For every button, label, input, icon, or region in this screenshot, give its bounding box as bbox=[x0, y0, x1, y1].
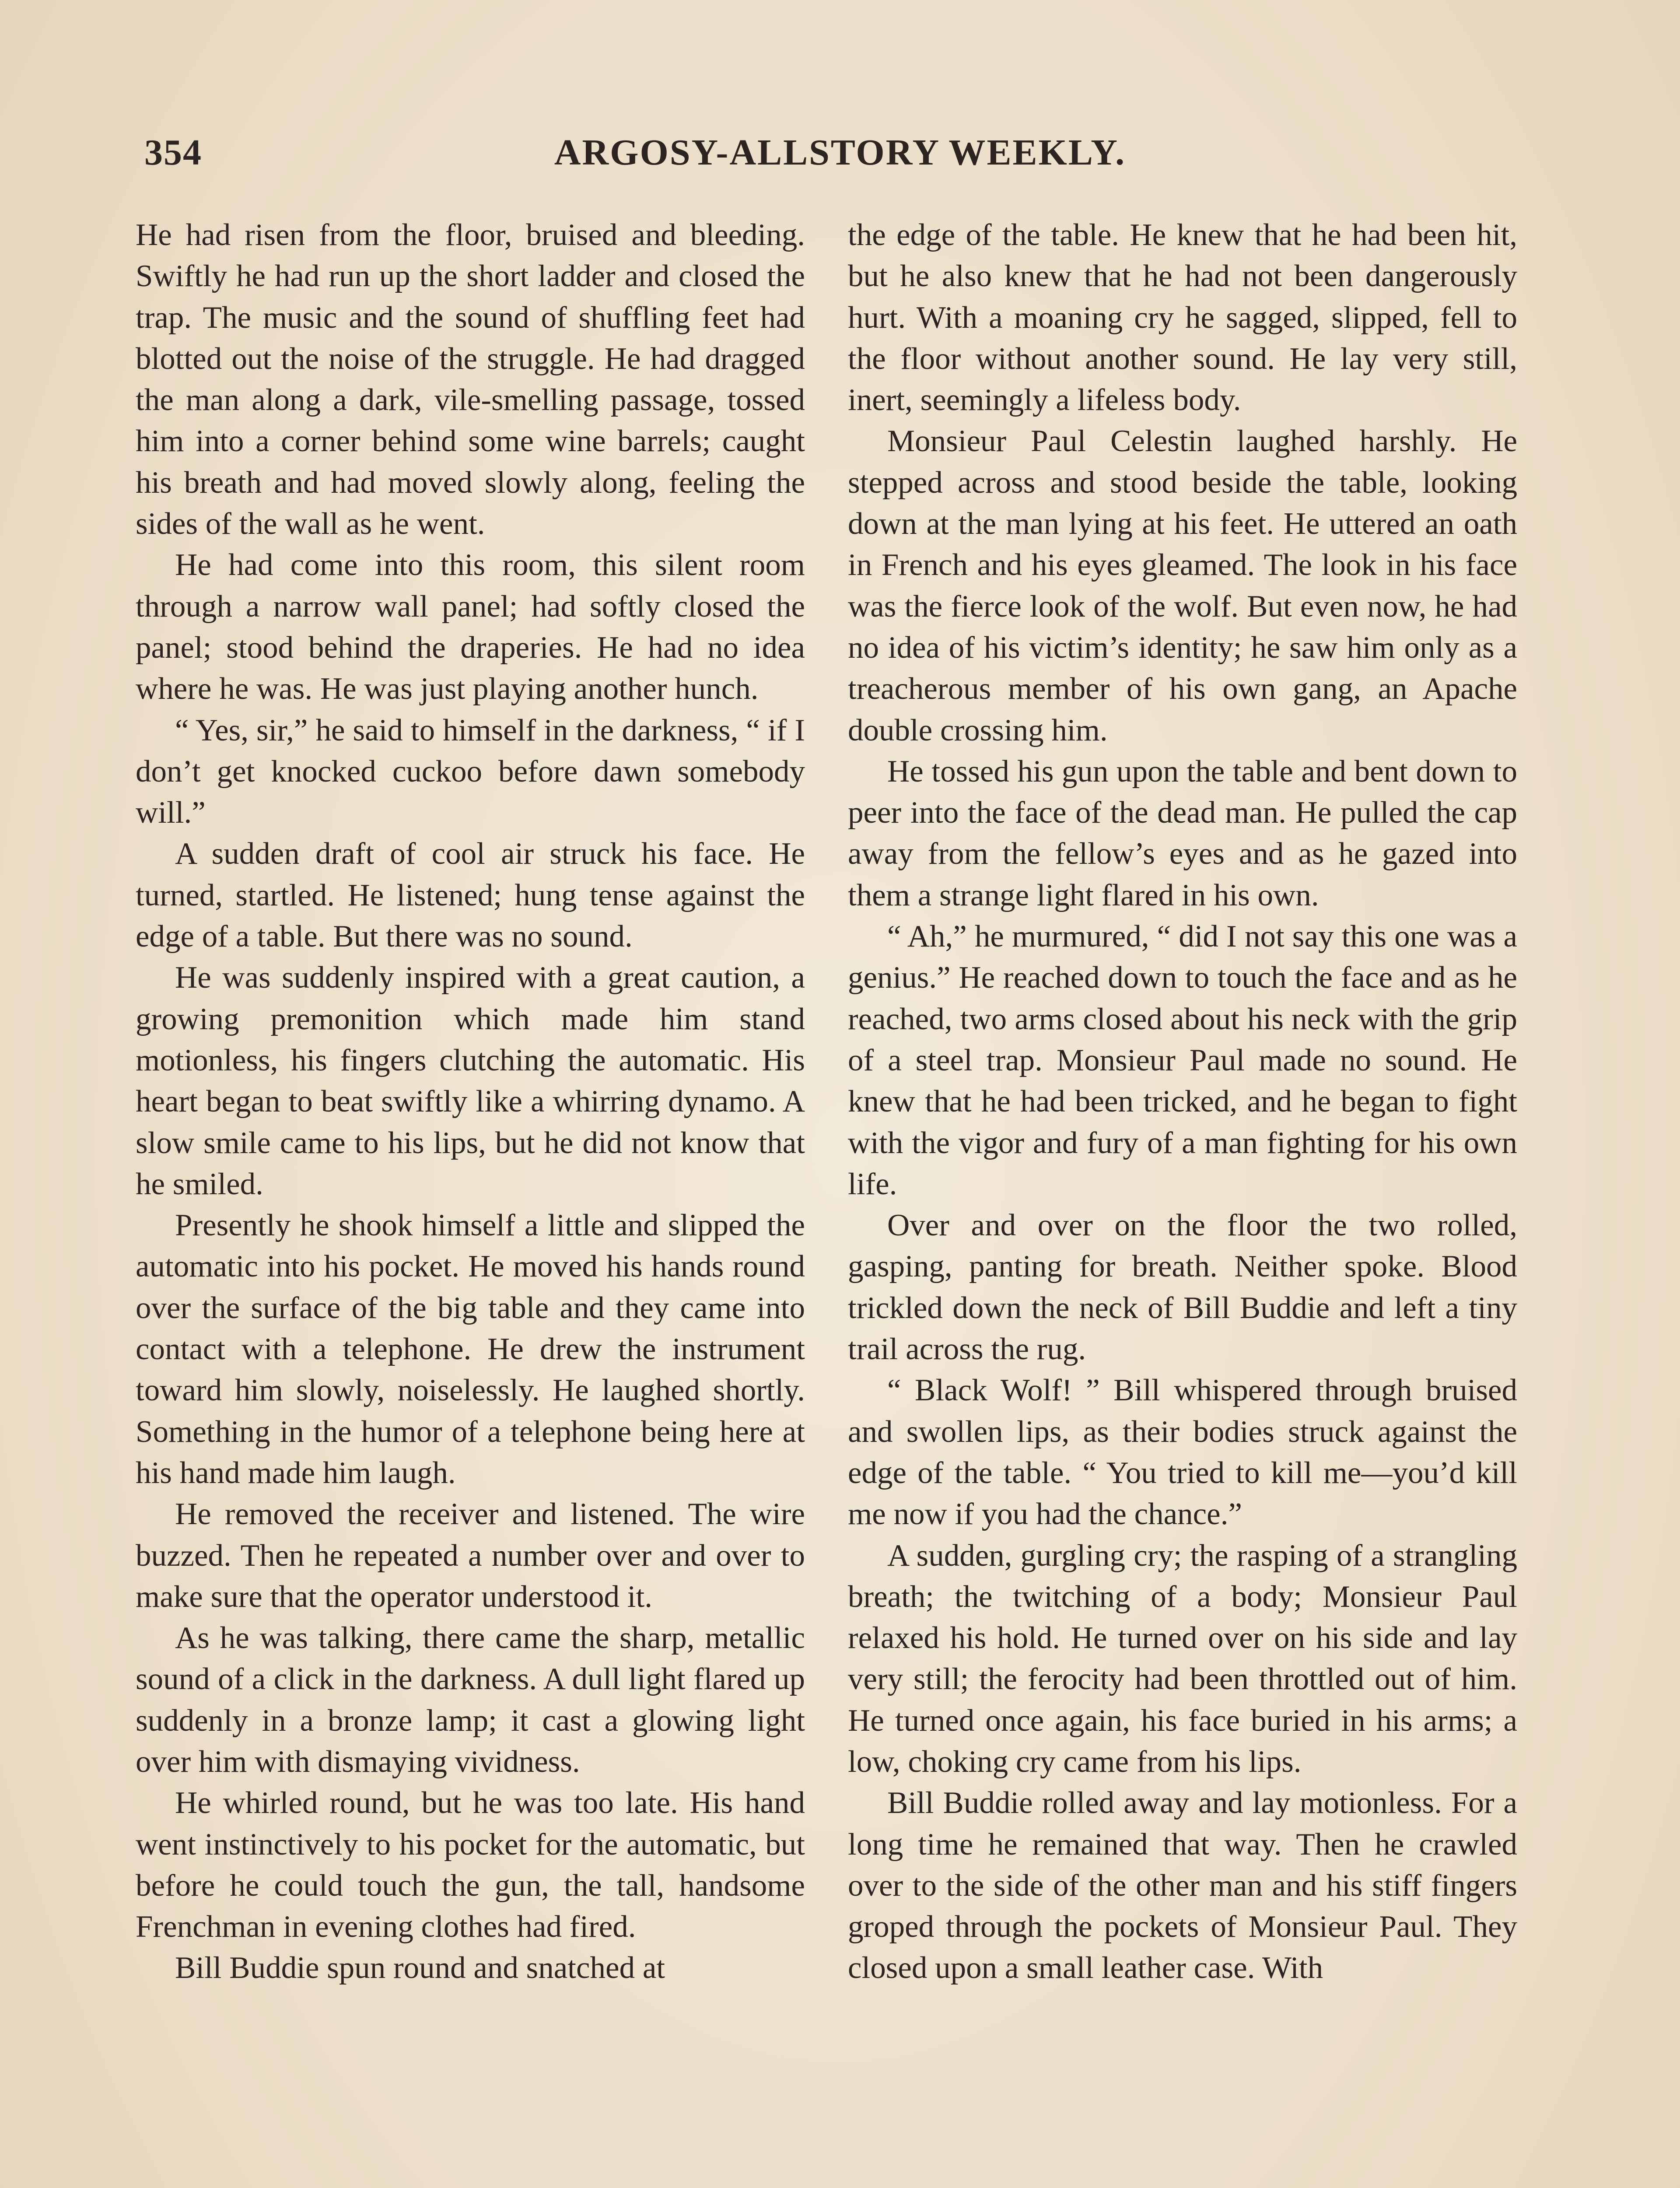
paragraph: Presently he shook himself a little and slipped the automatic into his pocket. He moved his hands round over the surface of the big table and they came into contact with a telephone. He drew the instrument toward him slowly, noiselessly. He laughed shortly. Something in the humor of a telephone being here at his hand made him laugh. bbox=[136, 1208, 805, 1490]
paragraph: He whirled round, but he was too late. His hand went instinctively to his pocket for the automatic, but before he could touch the gun, the tall, handsome Frenchman in evening clothes had fired. bbox=[136, 1786, 805, 1944]
paragraph: He was suddenly inspired with a great caution, a growing premonition which made him stand motionless, his fingers clutching the automatic. His heart began to beat swiftly like a whirring dynamo. A slow smile came to his lips, but he did not know that he smiled. bbox=[136, 961, 805, 1201]
paragraph: He had come into this room, this silent room through a narrow wall panel; had softly closed the panel; stood behind the draperies. He had no idea where he was. He was just playing another hunch. bbox=[136, 548, 805, 706]
paragraph: Monsieur Paul Celestin laughed harshly. He stepped across and stood beside the table, looking down at the man lying at his feet. He uttered an oath in French and his eyes gleamed. The look in his face was the fierce look of the wolf. But even now, he had no idea of his victim’s identity; he saw him only as a treacherous member of his own gang, an Apache double crossing him. bbox=[848, 424, 1517, 747]
paragraph: As he was talking, there came the sharp, metallic sound of a click in the darkness. A dull light flared up suddenly in a bronze lamp; it cast a glowing light over him with dismaying vividness. bbox=[136, 1621, 805, 1779]
page-header bbox=[144, 131, 1536, 179]
paragraph: He had risen from the floor, bruised and bleeding. Swiftly he had run up the short ladder and closed the trap. The music and the sound of shuffling feet had blotted out the noise of the struggle. He had dragged the man along a dark, vile-smelling passage, tossed him into a corner behind some wine barrels; caught his breath and had moved slowly along, feeling the sides of the wall as he went. bbox=[136, 218, 805, 541]
paragraph: He tossed his gun upon the table and bent down to peer into the face of the dead man. He pulled the cap away from the fellow’s eyes and as he gazed into them a strange light flared in his own. bbox=[848, 754, 1517, 912]
paragraph: “ Black Wolf! ” Bill whispered through bruised and swollen lips, as their bodies struck against the edge of the table. “ You tried to kill me—you’d kill me now if you had the chance.” bbox=[848, 1373, 1517, 1532]
paragraph: Bill Buddie rolled away and lay motionless. For a long time he remained that way. Then he crawled over to the side of the other man and his stiff fingers groped through the pockets of Monsieur Paul. They closed upon a small leather case. With bbox=[848, 1786, 1517, 1985]
paragraph: A sudden, gurgling cry; the rasping of a strangling breath; the twitching of a body; Monsieur Paul relaxed his hold. He turned over on his side and lay very still; the ferocity had been throttled out of him. He turned once again, his face buried in his arms; a low, choking cry came from his lips. bbox=[848, 1538, 1517, 1779]
paragraph: Over and over on the floor the two rolled, gasping, panting for breath. Neither spoke. Blood trickled down the neck of Bill Buddie and left a tiny trail across the rug. bbox=[848, 1208, 1517, 1367]
left-column bbox=[136, 214, 805, 2188]
right-column bbox=[848, 214, 1517, 2188]
paragraph: “ Ah,” he murmured, “ did I not say this one was a genius.” He reached down to touch the face and as he reached, two arms closed about his neck with the grip of a steel trap. Monsieur Paul made no sound. He knew that he had been tricked, and he began to fight with the vigor and fury of a man fighting for his own life. bbox=[848, 919, 1517, 1201]
paragraph: A sudden draft of cool air struck his face. He turned, startled. He listened; hung tense against the edge of a table. But there was no sound. bbox=[136, 837, 805, 954]
paragraph: He removed the receiver and listened. The wire buzzed. Then he repeated a number over and over to make sure that the operator understood it. bbox=[136, 1497, 805, 1614]
paragraph: “ Yes, sir,” he said to himself in the darkness, “ if I don’t get knocked cuckoo before dawn somebody will.” bbox=[136, 713, 805, 830]
page-number: 354 bbox=[144, 132, 202, 173]
paragraph: Bill Buddie spun round and snatched at bbox=[175, 1951, 665, 1985]
running-head: ARGOSY-ALLSTORY WEEKLY. bbox=[554, 132, 1126, 173]
paragraph: the edge of the table. He knew that he had been hit, but he also knew that he had not been dangerously hurt. With a moaning cry he sagged, slipped, fell to the floor without another sound. He lay very still, inert, seemingly a lifeless body. bbox=[848, 218, 1517, 417]
